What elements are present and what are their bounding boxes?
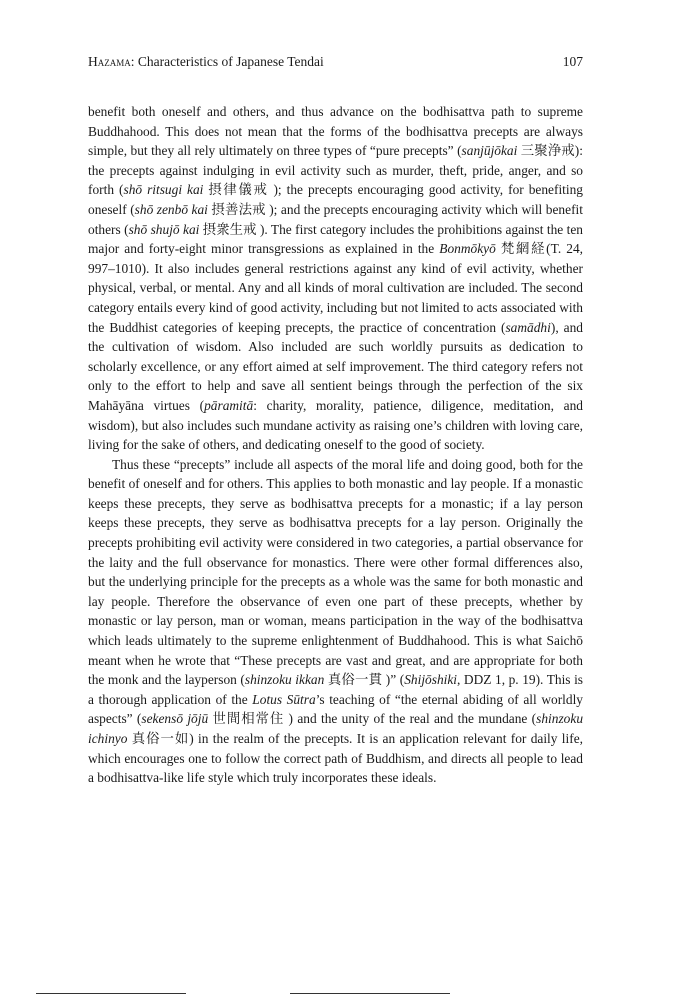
work-title: Lotus Sūtra [252, 691, 316, 707]
romanized-term: shinzoku ikkan [244, 672, 325, 688]
work-title: Shijōshiki [404, 672, 458, 688]
body-text [88, 102, 583, 788]
text-run: 世間相常住 ) and the unity of the real and the mundane ( [208, 711, 537, 727]
romanized-term: pāramitā [204, 397, 254, 413]
paragraph-2 [88, 455, 583, 788]
romanized-term: sekensō jōjū [141, 711, 209, 727]
text-run: 三聚浄戒): the precepts against indulging in evil activity such as murder, theft, pride, anger, and so forth ( [88, 143, 583, 198]
text-run: 真俗一貫 )” ( [324, 672, 405, 688]
running-head-title-text: : Characteristics of Japanese Tendai [130, 54, 324, 69]
text-run: benefit both oneself and others, and thus advance on the bodhisattva path to supreme Buddhahood. This does not mean that the forms of the bodhisattva precepts are always simple, but they all rely ultimately on three types of “pure precepts” ( [88, 104, 583, 159]
romanized-term: shinzoku ichinyo [88, 711, 584, 746]
romanized-term: shō zenbō kai [134, 201, 208, 217]
work-title: Bonmōkyō [439, 241, 496, 257]
romanized-term: sanjūjōkai [461, 143, 518, 159]
romanized-term: shō shujō kai [128, 221, 200, 237]
text-run: 真俗一如) in the realm of the precepts. It is an application relevant for daily life, which encourages one to follow the correct path of Buddhism, and directs all people to lead a bodhisattva-like life style which truly incorporates these ideals. [88, 731, 583, 786]
text-run: 梵網経(T. 24, 997–1010). It also includes general restrictions against any kind of evil activity, whether physical, verbal, or mental. Any and all kinds of moral cultivation are included. The second category entails every kind of good activity, including but not limited to acts associated with the Buddhist categories of keeping precepts, the practice of concentration ( [88, 241, 583, 335]
text-run: ), and the cultivation of wisdom. Also included are such worldly pursuits as dedication to scholarly excellence, or any effort aimed at self improvement. The third category refers not only to the effort to help and save all sentient beings through the perfection of the six Mahāyāna virtues ( [88, 319, 583, 413]
running-head-title [88, 52, 324, 72]
romanized-term: shō ritsugi kai [123, 182, 204, 198]
text-run: 摂善法戒 ); and the precepts encouraging activity which will benefit others ( [88, 201, 583, 237]
running-head [88, 52, 583, 72]
paragraph-1 [88, 102, 583, 455]
page-number: 107 [562, 54, 583, 69]
romanized-term: samādhi [505, 319, 551, 335]
footer-rule [290, 993, 380, 994]
text-run: 摂衆生戒 ). The first category includes the prohibitions against the ten major and forty-eight minor transgressions as explained in the [88, 221, 583, 257]
text-run: Thus these “precepts” include all aspects of the moral life and doing good, both for the benefit of oneself and for others. This applies to both monastic and lay people. If a monastic keeps these precepts, they serve as bodhisattva precepts for a monastic; if a lay person keeps these precepts, they serve as bodhisattva precepts for a lay person. Originally the precepts prohibiting evil activity were considered in two categories, a partial observance for the laity and the full observance for monastics. There were other formal differences also, but the underlying principle for the precepts as a whole was the same for both monastic and lay people. Therefore the observance of even one part of these precepts, whether by monastic or lay person, man or woman, means participation in the way of the bodhisattva which leads ultimately to the supreme enlightenment of Buddhahood. This is what Saichō meant when he wrote that “These precepts are vast and great, and are appropriate for both the monk and the layperson ( [88, 456, 583, 688]
text-run: 摂律儀戒 ); the precepts encouraging good activity, for benefiting oneself ( [88, 182, 583, 217]
text-run: , DDZ 1, p. 19). This is a thorough application of the [88, 672, 584, 707]
footer-rule [36, 993, 186, 994]
footer-rule [380, 993, 450, 994]
running-head-author: Hazama [88, 54, 131, 69]
text-run: : charity, morality, patience, diligence, meditation, and wisdom), but also includes such mundane activity as raising one’s children with loving care, living for the sake of others, and dedicating oneself to the good of society. [88, 397, 583, 453]
text-run: ’s teaching of “the eternal abiding of all worldly aspects” ( [88, 691, 583, 727]
